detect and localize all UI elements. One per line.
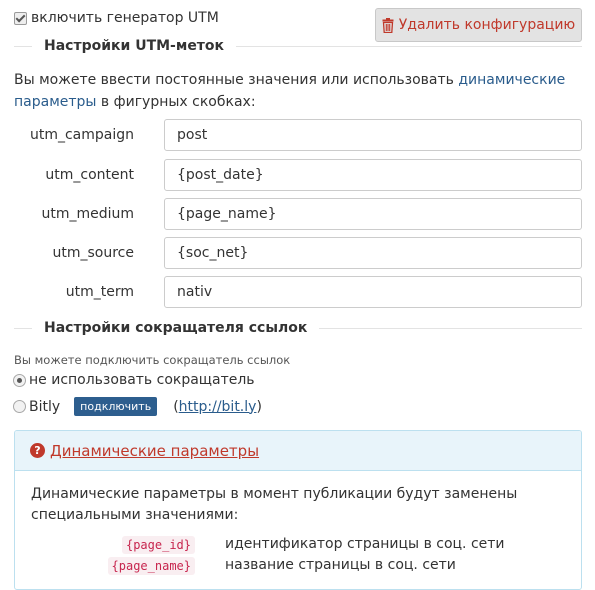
delete-configuration-label: Удалить конфигурацию [398, 17, 576, 33]
dynamic-params-panel [14, 430, 582, 590]
utm-content-input[interactable] [164, 159, 582, 191]
question-circle-icon: ? [30, 443, 45, 458]
param-description: название страницы в соц. сети [225, 557, 456, 573]
utm-generator-toggle[interactable] [14, 10, 219, 26]
bitly-url-paren-open: ( [173, 398, 179, 415]
bitly-url-paren-close: ) [256, 398, 262, 415]
utm-section-header [14, 38, 582, 54]
bitly-radio[interactable] [13, 400, 26, 413]
utm-description [14, 69, 574, 113]
param-description: идентификатор страницы в соц. сети [225, 536, 505, 552]
utm-source-label: utm_source [52, 245, 134, 261]
connect-bitly-button[interactable]: подключить [74, 397, 157, 416]
shortener-section-title: Настройки сокращателя ссылок [44, 320, 308, 336]
utm-campaign-input[interactable] [164, 119, 582, 151]
utm-generator-label: включить генератор UTM [31, 10, 219, 26]
param-row [15, 536, 582, 558]
divider [14, 328, 32, 329]
utm-medium-input[interactable] [164, 198, 582, 230]
shortener-hint: Вы можете подключить сокращатель ссылок [14, 353, 291, 367]
param-code: {page_id} [122, 536, 195, 554]
bitly-url-link[interactable]: http://bit.ly [178, 398, 257, 415]
divider [319, 328, 582, 329]
param-code: {page_name} [108, 557, 195, 575]
dynamic-params-link[interactable]: динамические параметры [14, 72, 566, 110]
utm-description-text: Вы можете ввести постоянные значения или использовать [14, 72, 459, 88]
utm-section-title: Настройки UTM-меток [44, 38, 225, 54]
divider [14, 46, 32, 47]
no-shortener-radio[interactable] [13, 374, 26, 387]
dynamic-params-panel-header[interactable] [15, 431, 581, 471]
utm-term-label: utm_term [65, 284, 134, 300]
utm-campaign-label: utm_campaign [29, 127, 134, 143]
utm-content-label: utm_content [45, 167, 134, 183]
param-row [15, 557, 582, 579]
shortener-section-header [14, 320, 582, 336]
utm-medium-label: utm_medium [41, 206, 134, 222]
delete-configuration-button[interactable] [375, 8, 582, 42]
bitly-label: Bitly [29, 398, 61, 415]
dynamic-params-intro: Динамические параметры в момент публикации будут заменены специальными значениями: [31, 486, 518, 523]
dynamic-params-panel-title[interactable]: Динамические параметры [50, 441, 260, 460]
no-shortener-option[interactable] [13, 372, 255, 388]
bitly-url-wrap [173, 399, 262, 415]
bitly-option-row [13, 397, 262, 416]
dynamic-params-panel-body [15, 471, 581, 539]
utm-term-input[interactable] [164, 276, 582, 308]
utm-description-text: в фигурных скобках: [96, 94, 256, 110]
trash-icon [382, 18, 394, 33]
utm-source-input[interactable] [164, 237, 582, 269]
divider [236, 46, 582, 47]
no-shortener-label: не использовать сокращатель [29, 372, 255, 388]
utm-generator-checkbox[interactable] [14, 12, 27, 25]
